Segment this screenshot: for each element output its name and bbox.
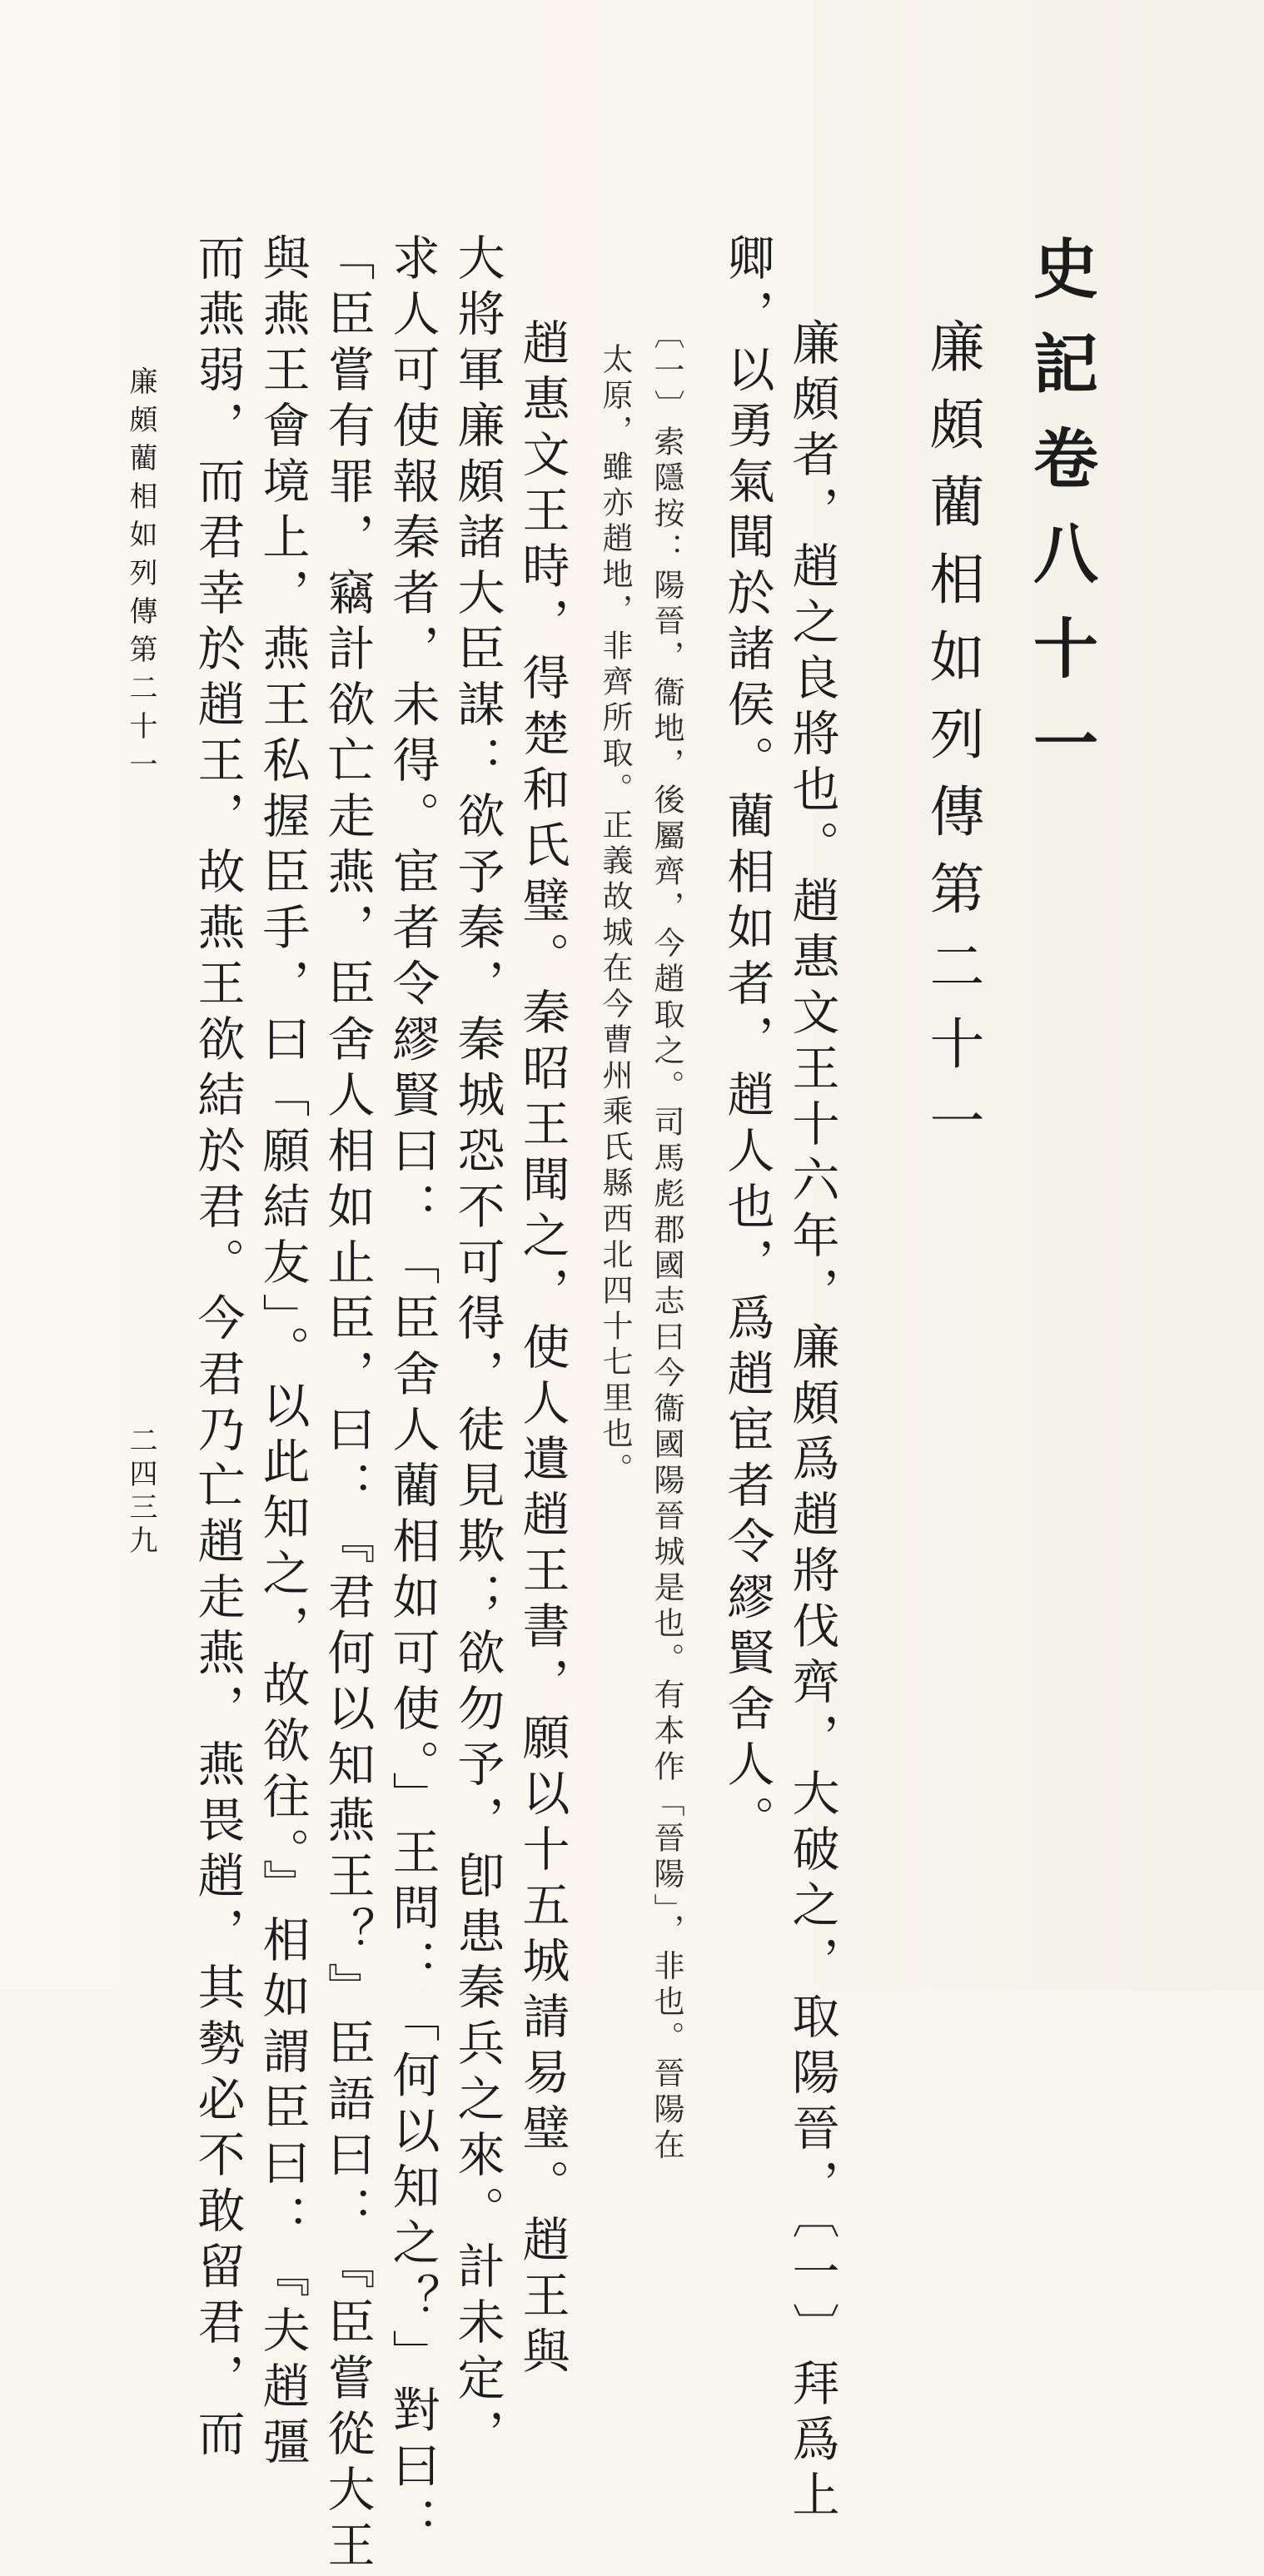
body-column: 求人可使報秦者，未得。宦者令繆賢曰：「臣舍人藺相如可使。」王問：「何以知之？」對曰： [385,233,440,2553]
chapter-heading: 廉頗藺相如列傳第二十一 [920,318,984,1170]
page-number: 二四三九 [124,1425,157,1559]
running-head: 廉頗藺相如列傳第二十一 [124,366,157,788]
body-column: 趙惠文王時，得楚和氏璧。秦昭王聞之，使人遺趙王書，願以十五城請易璧。趙王與 [515,318,570,2382]
commentary-column: 〔一〕索隱按：陽晉，衞地，後屬齊，今趙取之。司馬彪郡國志曰今衞國陽晉城是也。有本作「晉陽」，非也。晉陽在 [649,318,684,2165]
commentary-column: 太原，雖亦趙地，非齊所取。正義故城在今曹州乘氏縣西北四十七里也。 [597,343,633,1489]
body-column: 卿，以勇氣聞於諸侯。藺相如者，趙人也，爲趙宦者令繆賢舍人。 [719,233,774,1851]
body-column: 大將軍廉頗諸大臣謀：欲予秦，秦城恐不可得，徒見欺；欲勿予，卽患秦兵之來。計未定， [450,233,505,2464]
body-column: 廉頗者，趙之良將也。趙惠文王十六年，廉頗爲趙將伐齊，大破之，取陽晉，〔一〕拜爲上 [784,318,839,2526]
body-column: 「臣嘗有罪，竊計欲亡走燕，臣舍人相如止臣，曰：『君何以知燕王？』臣語曰：『臣嘗從大王 [320,233,375,2576]
body-column: 而燕弱，而君幸於趙王，故燕王欲結於君。今君乃亡趙走燕，燕畏趙，其勢必不敢留君，而 [190,233,245,2464]
book-title: 史記卷八十一 [1023,235,1098,804]
body-column: 與燕王會境上，燕王私握臣手，曰「願結友」。以此知之，故欲往。』相如謂臣曰：『夫趙彊 [255,233,310,2473]
